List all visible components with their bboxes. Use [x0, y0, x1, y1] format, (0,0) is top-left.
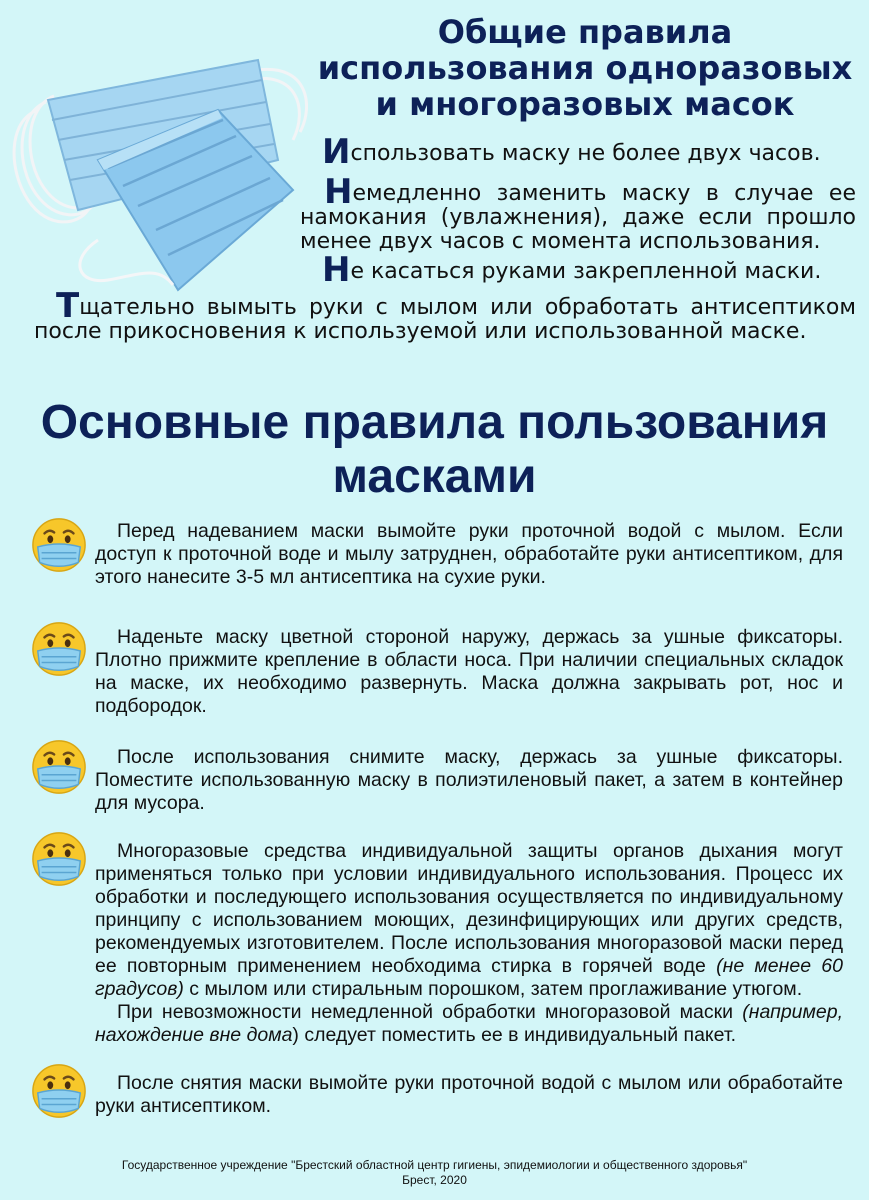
main-rule-4-part-2: При невозможности немедленной обработки многоразовой маски (например, нахождение вне дома) следует поместить ее в индивидуальный пакет. [95, 1001, 843, 1046]
face-with-medical-mask-icon [30, 516, 88, 574]
face-with-medical-mask-icon [30, 620, 88, 678]
general-rules-title: Общие правила использования одноразовых и многоразовых масок [317, 13, 853, 123]
main-rule-4 [95, 840, 843, 1047]
general-rule-2: Немедленно заменить маску в случае ее намокания (увлажнения), даже если прошло менее двух часов с момента использования. [300, 172, 856, 254]
main-rule-2: Наденьте маску цветной стороной наружу, держась за ушные фиксаторы. Плотно прижмите крепление в области носа. При наличии специальных складок на маске, их необходимо развернуть. Маска должна закрывать рот, нос и подбородок. [95, 626, 843, 717]
main-rule-3: После использования снимите маску, держась за ушные фиксаторы. Поместите использованную маску в полиэтиленовый пакет, а затем в контейнер для мусора. [95, 746, 843, 814]
face-with-medical-mask-icon [30, 1062, 88, 1120]
footer-organization: Государственное учреждение "Брестский областной центр гигиены, эпидемиологии и общественного здоровья" [121, 1158, 748, 1172]
main-rule-4-part-1: Многоразовые средства индивидуальной защиты органов дыхания могут применяться только при условии индивидуального использования. Процесс их обработки и последующего использования осуществляется по индивидуальному принципу с использованием моющих, дезинфицирующих или других средств, рекомендуемых изготовителем. После использования многоразовой маски перед ее повторным применением необходима стирка в горячей воде (не менее 60 градусов) с мылом или стиральным порошком, затем проглаживание утюгом. [95, 840, 843, 1000]
general-rule-4: Тщательно вымыть руки с мылом или обработать антисептиком после прикосновения к используемой или использованной маске. [34, 286, 856, 344]
main-rules-title: Основные правила пользования масками [40, 396, 829, 503]
face-with-medical-mask-icon [30, 830, 88, 888]
footer [0, 1158, 869, 1188]
general-rule-3: Не касаться руками закрепленной маски. [322, 250, 822, 290]
medical-masks-stack-icon [8, 40, 308, 300]
main-rule-1: Перед надеванием маски вымойте руки проточной водой с мылом. Если доступ к проточной воде и мылу затруднен, обработайте руки антисептиком, для этого нанесите 3-5 мл антисептика на сухие руки. [95, 520, 843, 588]
footer-place-year: Брест, 2020 [402, 1173, 467, 1187]
general-rule-1: Использовать маску не более двух часов. [322, 132, 821, 172]
main-rule-5: После снятия маски вымойте руки проточной водой с мылом или обработайте руки антисептиком. [95, 1072, 843, 1117]
face-with-medical-mask-icon [30, 738, 88, 796]
